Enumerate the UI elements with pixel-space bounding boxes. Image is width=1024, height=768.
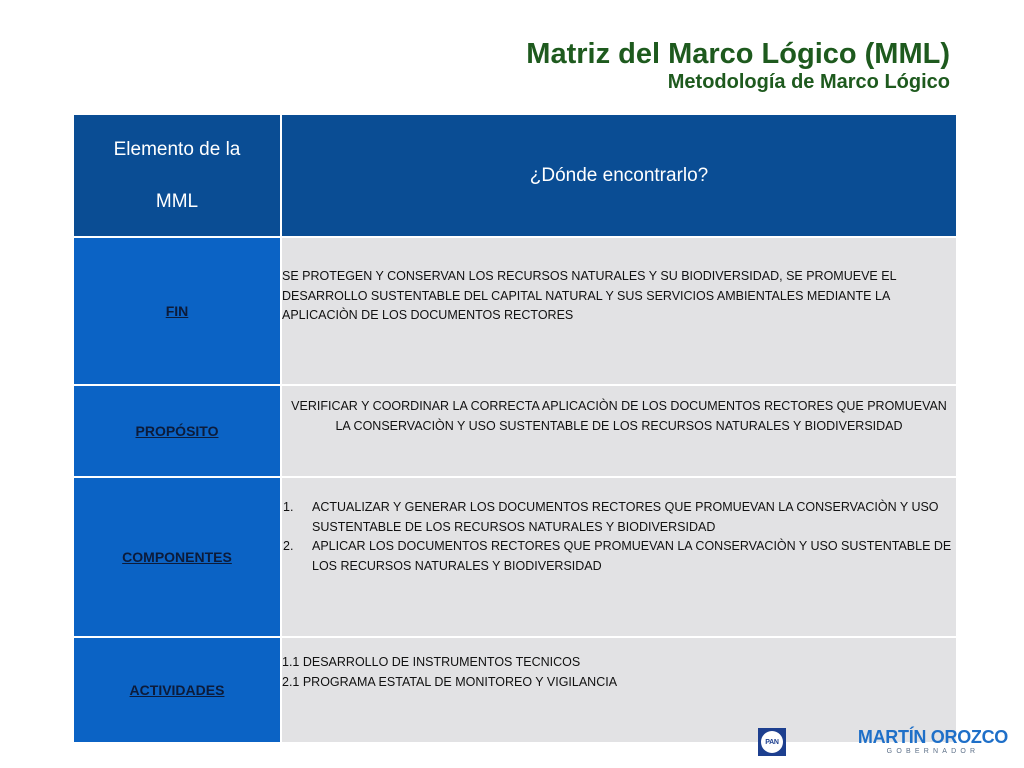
row-text-proposito: VERIFICAR Y COORDINAR LA CORRECTA APLICACIÒN DE LOS DOCUMENTOS RECTORES QUE PROMUEVAN LA CONSERVACIÒN Y USO SUSTENTABLE DE LOS RECURSOS NATURALES Y BIODIVERSIDAD xyxy=(281,385,957,477)
brand-name: MARTÍN OROZCO xyxy=(857,727,1008,747)
mml-table xyxy=(72,113,958,744)
header-element-line1: Elemento de la xyxy=(113,138,241,160)
list-item xyxy=(282,498,956,537)
header-where: ¿Dónde encontrarlo? xyxy=(281,114,957,237)
header-element xyxy=(73,114,281,237)
table-row-fin xyxy=(73,237,957,385)
footer-logos xyxy=(758,728,1008,756)
list-item-number: 1. xyxy=(283,500,294,514)
row-list-componentes xyxy=(281,477,957,637)
pan-logo-circle xyxy=(761,731,783,753)
title-block xyxy=(526,38,950,94)
table-header-row xyxy=(73,114,957,237)
table-row-componentes xyxy=(73,477,957,637)
list-item-number: 2. xyxy=(283,539,294,553)
header-element-line2: MML xyxy=(155,190,199,212)
page-title: Matriz del Marco Lógico (MML) xyxy=(526,38,950,70)
activity-line: 2.1 PROGRAMA ESTATAL DE MONITOREO Y VIGILANCIA xyxy=(282,674,618,689)
row-text-fin: SE PROTEGEN Y CONSERVAN LOS RECURSOS NATURALES Y SU BIODIVERSIDAD, SE PROMUEVE EL DESARROLLO SUSTENTABLE DEL CAPITAL NATURAL Y SUS SERVICIOS AMBIENTALES MEDIANTE LA APLICACIÒN DE LOS DOCUMENTOS RECTORES xyxy=(281,237,957,385)
row-label-proposito: PROPÓSITO xyxy=(73,385,281,477)
pan-logo-text: PAN xyxy=(765,738,779,746)
brand-subtitle: GOBERNADOR xyxy=(886,748,980,755)
row-label-componentes: COMPONENTES xyxy=(73,477,281,637)
row-label-fin: FIN xyxy=(73,237,281,385)
list-item-text: ACTUALIZAR Y GENERAR LOS DOCUMENTOS RECTORES QUE PROMUEVAN LA CONSERVACIÒN Y USO SUSTENTABLE DE LOS RECURSOS NATURALES Y BIODIVERSIDAD xyxy=(312,500,939,534)
row-label-actividades: ACTIVIDADES xyxy=(73,637,281,743)
activity-line: 1.1 DESARROLLO DE INSTRUMENTOS TECNICOS xyxy=(282,655,581,669)
list-item-text: APLICAR LOS DOCUMENTOS RECTORES QUE PROMUEVAN LA CONSERVACIÒN Y USO SUSTENTABLE DE LOS RECURSOS NATURALES Y BIODIVERSIDAD xyxy=(312,539,952,573)
page-subtitle: Metodología de Marco Lógico xyxy=(667,71,950,93)
brand-logo xyxy=(858,728,1008,756)
pan-logo-icon xyxy=(758,728,786,756)
list-item xyxy=(282,537,956,576)
table-row-proposito xyxy=(73,385,957,477)
